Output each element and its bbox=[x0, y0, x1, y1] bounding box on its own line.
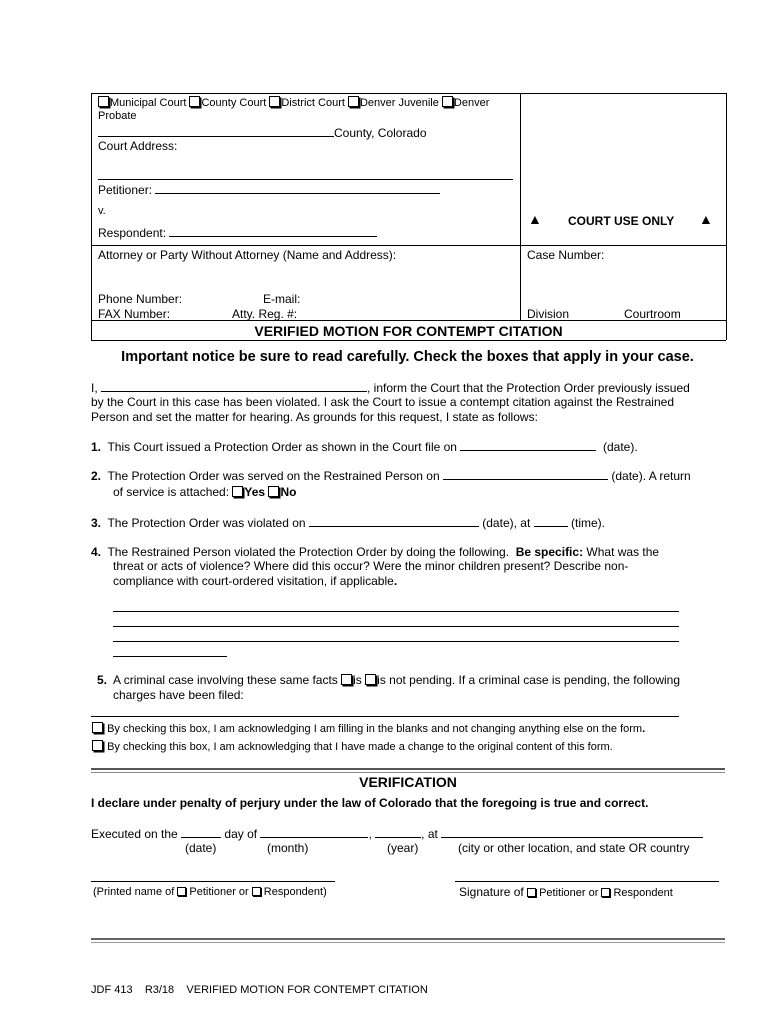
respondent-label: Respondent: bbox=[98, 226, 167, 240]
signature-respondent-checkbox[interactable] bbox=[601, 888, 610, 897]
printed-name-caption bbox=[93, 886, 327, 898]
item-1-date-label: (date). bbox=[602, 440, 638, 454]
county-line bbox=[98, 124, 427, 140]
return-yes-label: Yes bbox=[244, 485, 266, 499]
footer bbox=[91, 984, 428, 996]
charges-field[interactable] bbox=[91, 716, 679, 717]
filer-name-field[interactable] bbox=[101, 380, 367, 392]
intro-line-1-rest: , inform the Court that the Protection Order previously issued bbox=[367, 381, 690, 395]
county-name-field[interactable] bbox=[98, 124, 334, 137]
attorney-label: Attorney or Party Without Attorney (Name and Address): bbox=[98, 248, 397, 262]
item-3-date-label: (date), at bbox=[482, 516, 531, 530]
phone-label: Phone Number: bbox=[98, 292, 183, 306]
county-court-label: County Court bbox=[201, 97, 267, 109]
signature-petitioner-checkbox[interactable] bbox=[527, 888, 536, 897]
printed-petitioner-label: Petitioner or bbox=[189, 886, 249, 898]
comma-separator: , bbox=[368, 827, 372, 841]
violation-date-field[interactable] bbox=[309, 515, 479, 527]
location-caption: (city or other location, and state OR country bbox=[458, 841, 690, 855]
printed-name-field[interactable] bbox=[91, 881, 335, 882]
item-2-number: 2. bbox=[91, 469, 102, 483]
district-court-checkbox[interactable] bbox=[269, 96, 280, 107]
denver-probate-label: Denver bbox=[453, 97, 490, 109]
item-4-line-3 bbox=[113, 574, 397, 588]
item-2-date-label: (date). A return bbox=[611, 469, 691, 483]
at-label: , at bbox=[421, 827, 438, 841]
item-3-number: 3. bbox=[91, 516, 102, 530]
county-suffix: County, Colorado bbox=[334, 126, 427, 140]
executed-day-field[interactable] bbox=[181, 826, 221, 838]
be-specific-label: Be specific: bbox=[515, 545, 584, 559]
criminal-case-is-label: is bbox=[353, 673, 362, 687]
signature-field[interactable] bbox=[455, 881, 719, 882]
item-1 bbox=[91, 439, 638, 454]
executed-year-field[interactable] bbox=[375, 826, 421, 838]
item-4 bbox=[91, 545, 659, 559]
perjury-declaration: I declare under penalty of perjury under the law of Colorado that the foregoing is true and correct. bbox=[91, 796, 649, 810]
return-of-service-label: of service is attached: bbox=[113, 485, 230, 499]
executed-line bbox=[91, 826, 703, 841]
item-4-text-rest: What was the bbox=[586, 545, 660, 559]
division-label: Division bbox=[527, 307, 570, 321]
item-5-line-2: charges have been filed: bbox=[113, 688, 244, 702]
fax-label: FAX Number: bbox=[98, 307, 171, 321]
served-date-field[interactable] bbox=[443, 468, 608, 480]
respondent-line bbox=[98, 225, 377, 240]
municipal-court-checkbox[interactable] bbox=[98, 96, 109, 107]
intro-line-2: by the Court in this case has been violated. I ask the Court to issue a contempt citation against the Restrained bbox=[91, 395, 674, 409]
email-label: E-mail: bbox=[263, 292, 301, 306]
return-yes-checkbox[interactable] bbox=[232, 486, 243, 497]
return-no-label: No bbox=[280, 485, 297, 499]
return-no-checkbox[interactable] bbox=[268, 486, 279, 497]
item-5-text: A criminal case involving these same facts bbox=[113, 673, 338, 687]
petitioner-line bbox=[98, 182, 440, 197]
ack-changed-checkbox[interactable] bbox=[92, 740, 103, 751]
court-use-only-label: COURT USE ONLY bbox=[568, 214, 675, 228]
item-3-text: The Protection Order was violated on bbox=[107, 516, 306, 530]
court-address-field[interactable] bbox=[98, 179, 513, 180]
verification-divider bbox=[91, 768, 725, 770]
respondent-field[interactable] bbox=[169, 225, 377, 237]
item-1-text: This Court issued a Protection Order as shown in the Court file on bbox=[107, 440, 457, 454]
versus-label: v. bbox=[98, 205, 106, 217]
triangle-right-icon: ▲ bbox=[699, 211, 713, 227]
item-4-text: The Restrained Person violated the Protection Order by doing the following. bbox=[107, 545, 510, 559]
acknowledgment-2 bbox=[92, 740, 613, 753]
item-3 bbox=[91, 515, 605, 530]
petitioner-label: Petitioner: bbox=[98, 183, 153, 197]
ack-no-change-text: By checking this box, I am acknowledging I am filling in the blanks and not changing anything else on the form bbox=[107, 723, 643, 735]
printed-name-label: (Printed name of bbox=[93, 886, 175, 898]
executed-on-label: Executed on the bbox=[91, 827, 178, 841]
day-of-label: day of bbox=[224, 827, 258, 841]
verification-title: VERIFICATION bbox=[359, 774, 457, 790]
petitioner-field[interactable] bbox=[155, 182, 440, 194]
printed-respondent-checkbox[interactable] bbox=[252, 887, 261, 896]
municipal-court-label: Municipal Court bbox=[110, 97, 187, 109]
item-4-line-3-text: compliance with court-ordered visitation, if applicable bbox=[113, 574, 394, 588]
violation-time-field[interactable] bbox=[534, 515, 568, 527]
bottom-divider bbox=[91, 938, 725, 940]
county-court-checkbox[interactable] bbox=[189, 96, 200, 107]
year-caption: (year) bbox=[387, 841, 419, 855]
criminal-case-is-not-label: is not pending. If a criminal case is pending, the following bbox=[377, 673, 680, 687]
denver-juvenile-checkbox[interactable] bbox=[348, 96, 359, 107]
footer-title: VERIFIED MOTION FOR CONTEMPT CITATION bbox=[186, 984, 428, 996]
item-2 bbox=[91, 468, 691, 483]
order-issued-date-field[interactable] bbox=[460, 439, 596, 451]
court-address-label: Court Address: bbox=[98, 139, 178, 153]
ack-changed-text: By checking this box, I am acknowledging that I have made a change to the original content of this form. bbox=[107, 741, 613, 753]
printed-respondent-label: Respondent) bbox=[263, 886, 327, 898]
footer-form-id: JDF 413 bbox=[91, 984, 133, 996]
item-3-time-label: (time). bbox=[570, 516, 605, 530]
item-4-line-2: threat or acts of violence? Where did this occur? Were the minor children present? Describe non- bbox=[113, 559, 629, 573]
signature-petitioner-label: Petitioner or bbox=[539, 887, 599, 899]
item-1-number: 1. bbox=[91, 440, 102, 454]
denver-probate-checkbox[interactable] bbox=[442, 96, 453, 107]
court-type-options bbox=[98, 96, 489, 109]
printed-petitioner-checkbox[interactable] bbox=[177, 887, 186, 896]
atty-reg-label: Atty. Reg. #: bbox=[232, 307, 298, 321]
item-2-text: The Protection Order was served on the Restrained Person on bbox=[107, 469, 440, 483]
criminal-case-is-not-checkbox[interactable] bbox=[365, 674, 376, 685]
date-caption: (date) bbox=[185, 841, 217, 855]
month-caption: (month) bbox=[267, 841, 309, 855]
item-4-period: . bbox=[393, 574, 398, 588]
item-5-number: 5. bbox=[97, 673, 108, 687]
form-title: VERIFIED MOTION FOR CONTEMPT CITATION bbox=[254, 323, 563, 339]
important-notice: Important notice be sure to read carefully. Check the boxes that apply in your case. bbox=[121, 349, 694, 365]
executed-month-field[interactable] bbox=[260, 826, 368, 838]
case-number-label: Case Number: bbox=[527, 248, 605, 262]
signature-respondent-label: Respondent bbox=[613, 887, 673, 899]
intro-i-label: I, bbox=[91, 381, 98, 395]
triangle-left-icon: ▲ bbox=[528, 211, 542, 227]
footer-revision: R3/18 bbox=[144, 984, 175, 996]
ack-period: . bbox=[642, 723, 646, 735]
district-court-label: District Court bbox=[281, 97, 345, 109]
executed-location-field[interactable] bbox=[441, 826, 703, 838]
intro-line-3: Person and set the matter for hearing. As grounds for this request, I state as follows: bbox=[91, 410, 538, 424]
courtroom-label: Courtroom bbox=[624, 307, 681, 321]
signature-of-label: Signature of bbox=[459, 885, 524, 899]
item-5 bbox=[97, 673, 680, 687]
item-4-number: 4. bbox=[91, 545, 102, 559]
acknowledgment-1 bbox=[92, 722, 645, 735]
denver-juvenile-label: Denver Juvenile bbox=[359, 97, 439, 109]
ack-no-change-checkbox[interactable] bbox=[92, 722, 103, 733]
intro-line-1 bbox=[91, 380, 690, 395]
probate-label: Probate bbox=[98, 110, 137, 122]
criminal-case-is-checkbox[interactable] bbox=[341, 674, 352, 685]
item-2-line-2 bbox=[113, 485, 296, 499]
signature-caption bbox=[459, 885, 673, 899]
